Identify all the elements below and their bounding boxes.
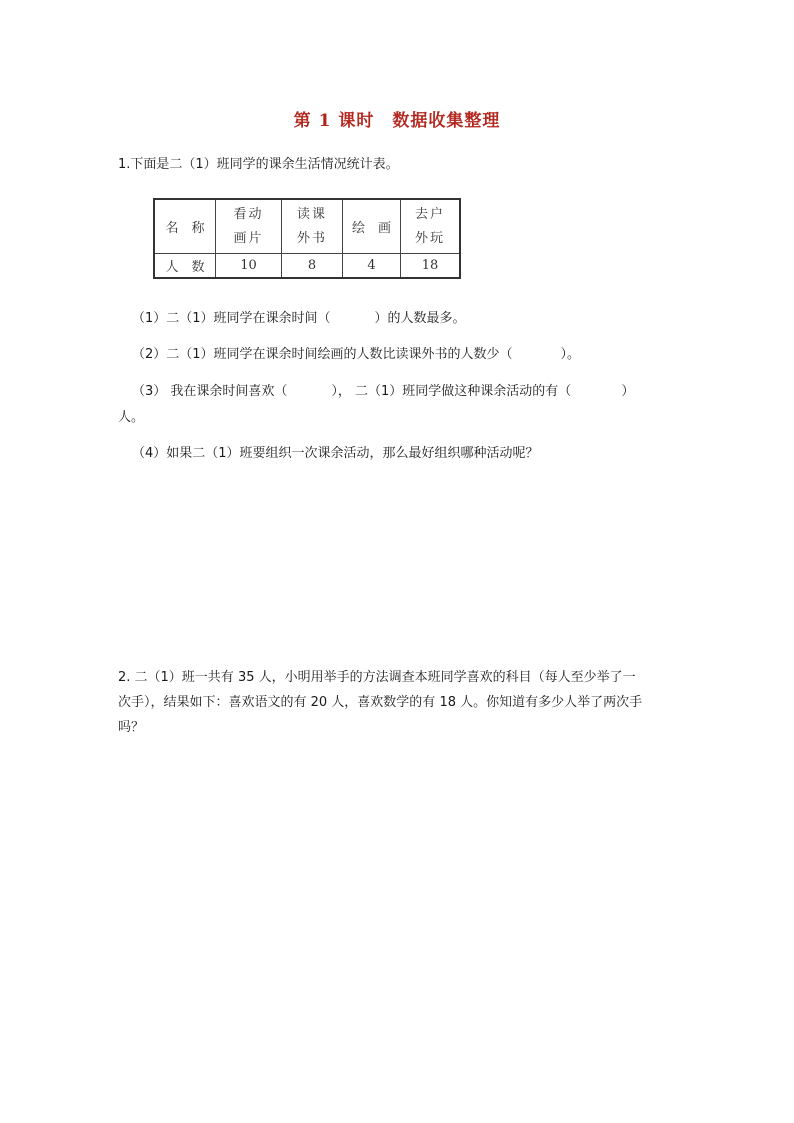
sub1-after: ）的人数最多。	[374, 311, 466, 326]
value-cartoons: 10	[216, 254, 282, 279]
header-label-cell	[154, 199, 216, 254]
question-2-line3: 吗？	[118, 720, 145, 735]
header-cell-drawing	[343, 199, 401, 254]
header-cell-outdoor	[401, 199, 461, 254]
header-drawing: 绘 画	[351, 221, 391, 236]
sub2-after: ）。	[560, 347, 581, 362]
table-header-row	[154, 199, 460, 254]
sub-question-3	[132, 383, 634, 401]
question-2-line1: 2. 二（1）班一共有 35 人，小明用举手的方法调查本班同学喜欢的科目（每人至少举了一	[118, 670, 636, 685]
sub1-before: （1）二（1）班同学在课余时间（	[132, 311, 331, 326]
row-label: 人 数	[165, 260, 205, 275]
value-outdoor: 18	[401, 254, 461, 279]
header-reading-line2: 外书	[296, 230, 327, 246]
sub-question-3-continued: 人。	[118, 410, 145, 425]
sub-question-4: （4）如果二（1）班要组织一次课余活动，那么最好组织哪种活动呢？	[132, 446, 539, 461]
header-reading-line1: 读课	[296, 206, 327, 222]
header-cartoons-line2: 画片	[233, 230, 264, 246]
value-drawing: 4	[343, 254, 401, 279]
stats-table	[153, 198, 461, 279]
header-cartoons-line1: 看动	[233, 206, 264, 222]
question-2-line2: 次手），结果如下：喜欢语文的有 20 人，喜欢数学的有 18 人。你知道有多少人举了两次手	[118, 695, 643, 710]
sub3-part1: （3） 我在课余时间喜欢（	[132, 384, 288, 399]
header-label: 名 称	[165, 221, 205, 236]
page-title: 第 1 课时 数据收集整理	[293, 111, 501, 131]
question-1-intro: 1.下面是二（1）班同学的课余生活情况统计表。	[118, 157, 399, 172]
header-cell-cartoons	[216, 199, 282, 254]
header-outdoor-line2: 外玩	[414, 230, 445, 246]
sub3-part2: ）， 二（1）班同学做这种课余活动的有（	[331, 384, 572, 399]
table-row	[154, 254, 460, 279]
sub-question-1	[132, 310, 466, 328]
header-outdoor-line1: 去户	[414, 206, 445, 222]
row-label-cell	[154, 254, 216, 279]
header-cell-reading	[282, 199, 343, 254]
sub2-before: （2）二（1）班同学在课余时间绘画的人数比读课外书的人数少（	[132, 347, 513, 362]
sub3-part3: ）	[621, 384, 635, 399]
value-reading: 8	[282, 254, 343, 279]
stats-table-container	[153, 198, 461, 279]
sub-question-2	[132, 346, 580, 364]
